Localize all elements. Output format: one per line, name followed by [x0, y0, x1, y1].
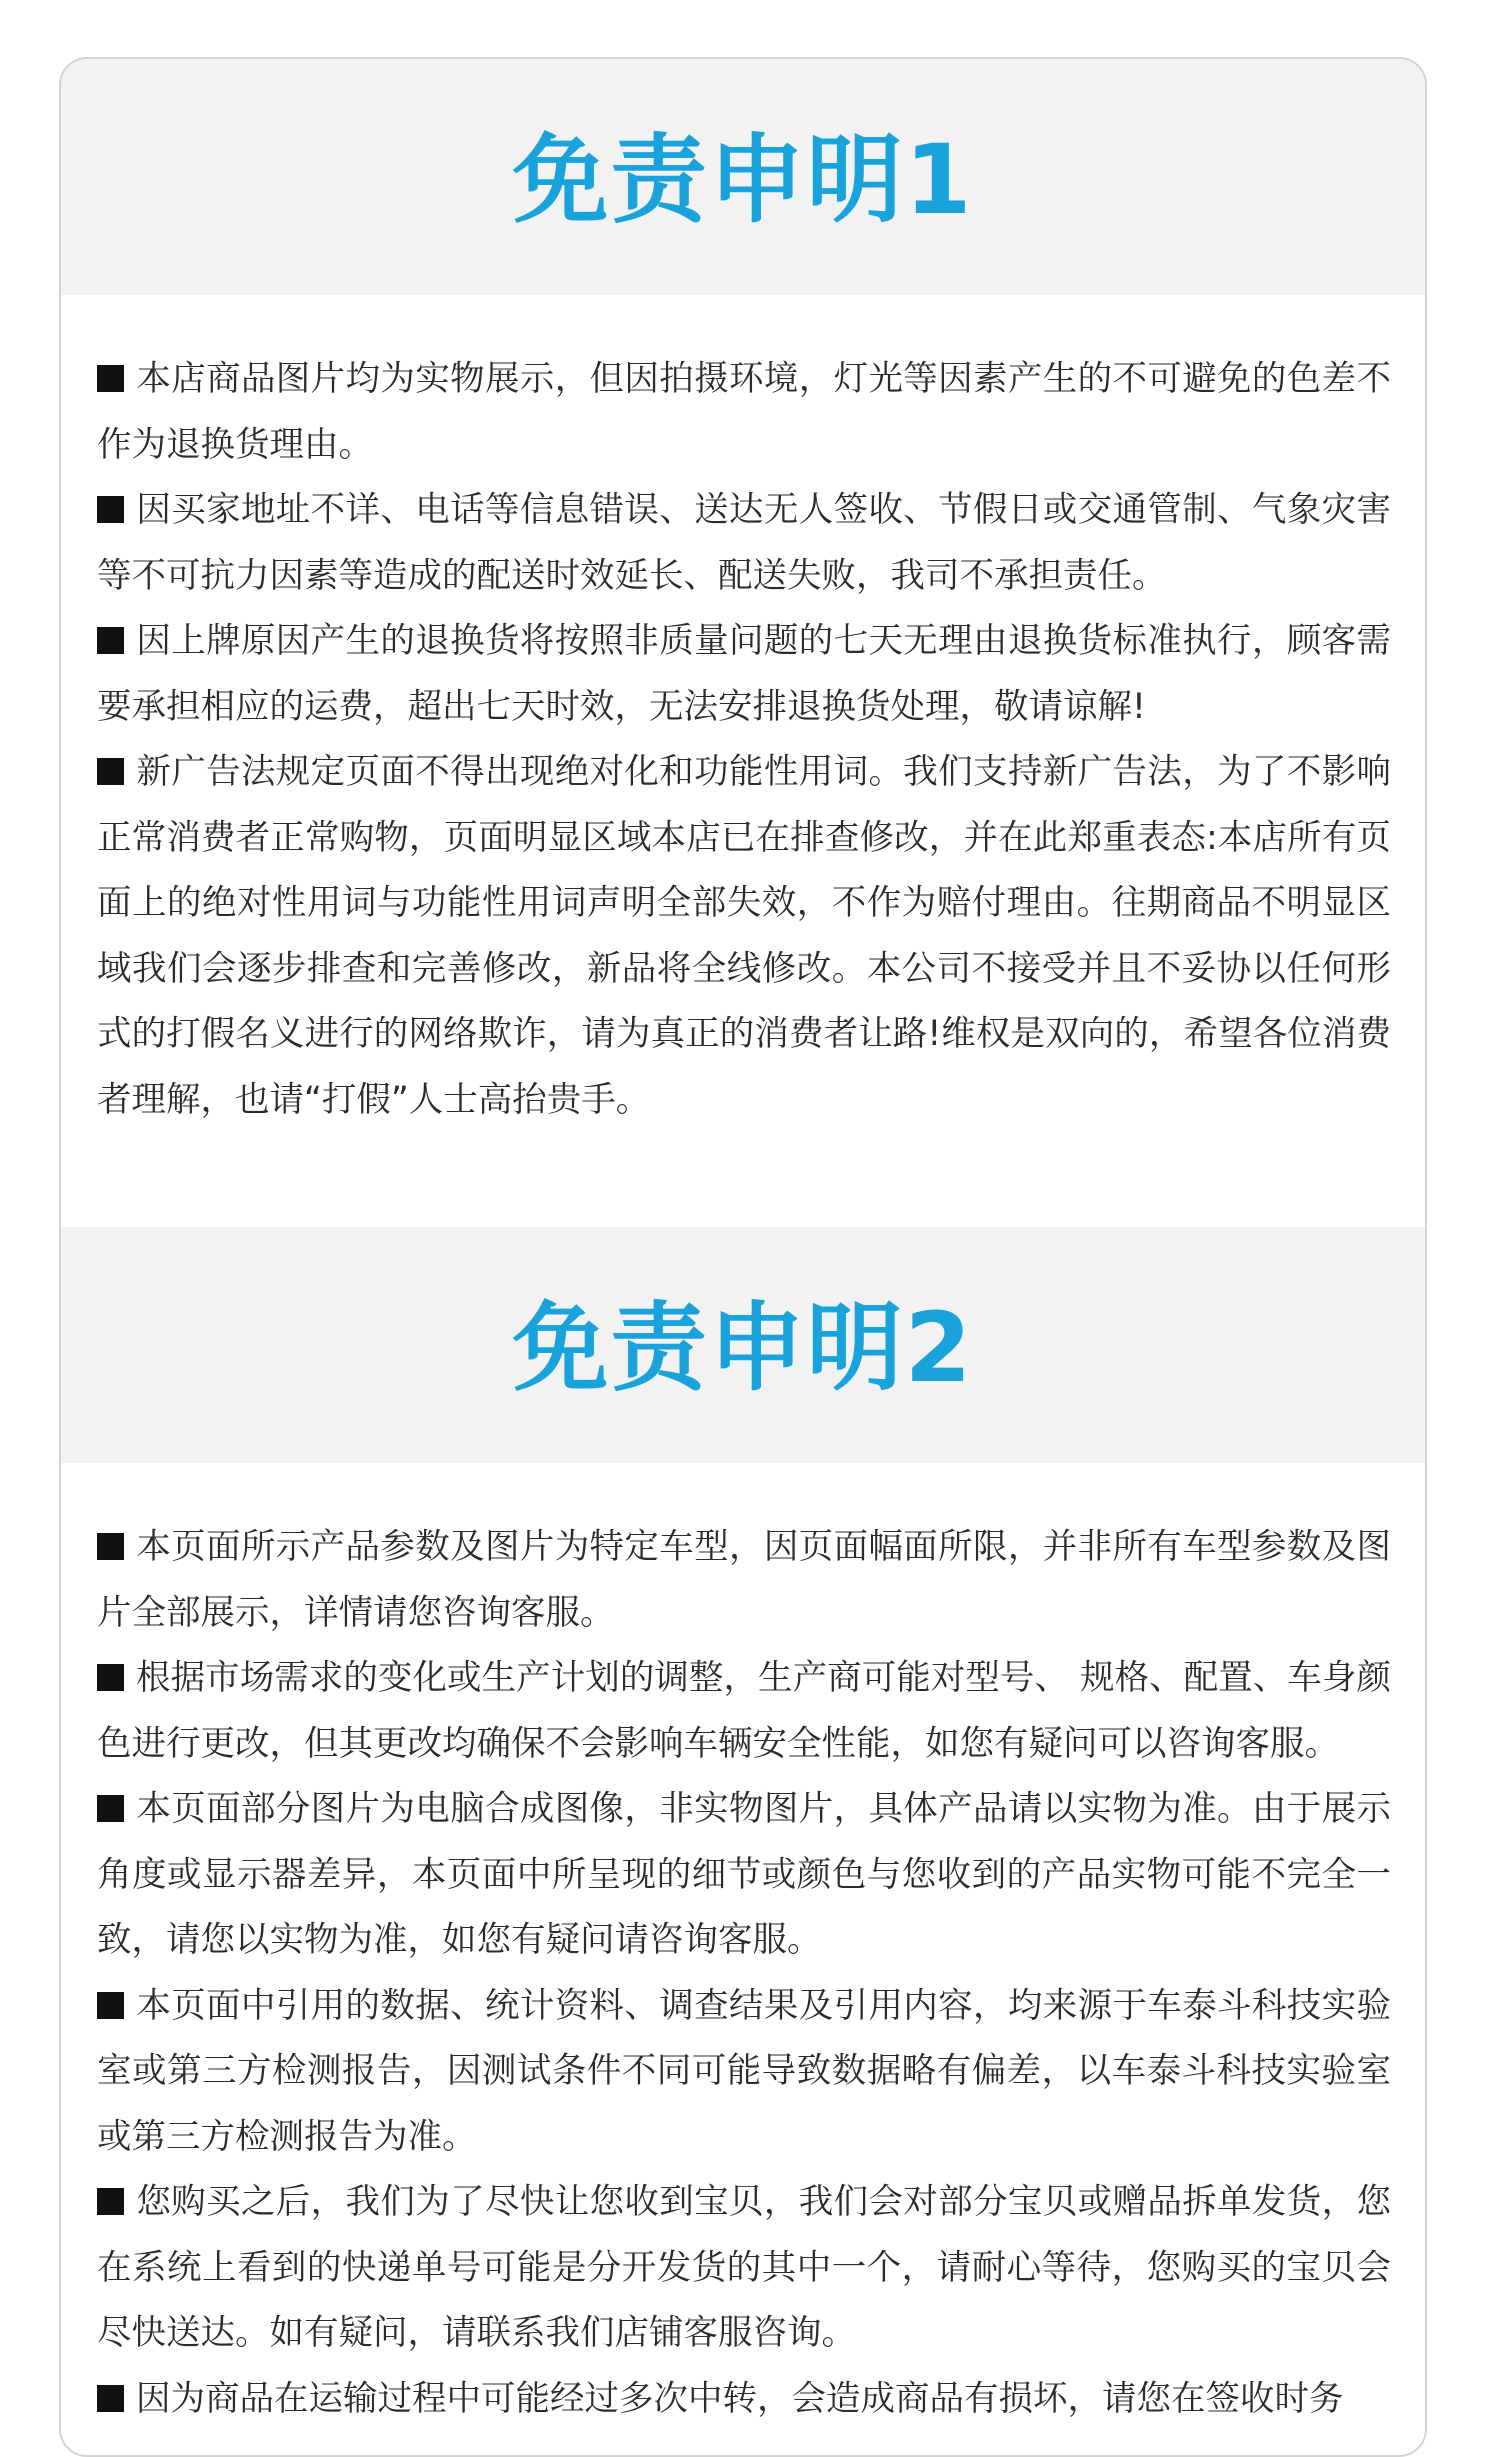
black-square-icon: [97, 365, 124, 392]
paragraph-text: 本页面部分图片为电脑合成图像，非实物图片，具体产品请以实物为准。由于展示角度或显示器差异，本页面中所呈现的细节或颜色与您收到的产品实物可能不完全一致，请您以实物为准，如您有疑问请咨询客服。: [97, 1789, 1391, 1960]
black-square-icon: [97, 1533, 124, 1560]
section-header-2: [61, 1227, 1425, 1463]
black-square-icon: [97, 1664, 124, 1691]
paragraph-text: 根据市场需求的变化或生产计划的调整，生产商可能对型号、 规格、配置、车身颜色进行更改，但其更改均确保不会影响车辆安全性能，如您有疑问可以咨询客服。: [97, 1658, 1391, 1764]
section-body-1: [61, 295, 1425, 1227]
disclaimer-paragraph: [97, 1777, 1391, 1974]
black-square-icon: [97, 496, 124, 523]
paragraph-text: 新广告法规定页面不得出现绝对化和功能性用词。我们支持新广告法，为了不影响正常消费者正常购物，页面明显区域本店已在排查修改，并在此郑重表态:本店所有页面上的绝对性用词与功能性用词声明全部失效，不作为赔付理由。往期商品不明显区域我们会逐步排查和完善修改，新品将全线修改。本公司不接受并且不妥协以任何形式的打假名义进行的网络欺诈，请为真正的消费者让路!维权是双向的，希望各位消费者理解，也请“打假”人士高抬贵手。: [97, 752, 1391, 1120]
black-square-icon: [97, 2385, 124, 2412]
disclaimer-paragraph: [97, 740, 1391, 1133]
disclaimer-paragraph: [97, 1974, 1391, 2171]
section-header-1: [61, 59, 1425, 295]
black-square-icon: [97, 627, 124, 654]
disclaimer-paragraph: [97, 1515, 1391, 1646]
disclaimer-paragraph: [97, 2170, 1391, 2367]
black-square-icon: [97, 758, 124, 785]
disclaimer-paragraph: [97, 478, 1391, 609]
disclaimer-paragraph: [97, 2367, 1391, 2433]
paragraph-text: 因买家地址不详、电话等信息错误、送达无人签收、节假日或交通管制、气象灾害等不可抗力因素等造成的配送时效延长、配送失败，我司不承担责任。: [97, 490, 1391, 596]
black-square-icon: [97, 2188, 124, 2215]
section-title-2: 免责申明2: [512, 1292, 974, 1404]
section-title-1: 免责申明1: [512, 124, 974, 236]
paragraph-text: 您购买之后，我们为了尽快让您收到宝贝，我们会对部分宝贝或赠品拆单发货，您在系统上看到的快递单号可能是分开发货的其中一个，请耐心等待，您购买的宝贝会尽快送达。如有疑问，请联系我们店铺客服咨询。: [97, 2182, 1391, 2353]
disclaimer-paragraph: [97, 1646, 1391, 1777]
paragraph-text: 本店商品图片均为实物展示，但因拍摄环境，灯光等因素产生的不可避免的色差不作为退换货理由。: [97, 359, 1391, 465]
section-body-2: [61, 1463, 1425, 2457]
disclaimer-paragraph: [97, 347, 1391, 478]
paragraph-text: 本页面所示产品参数及图片为特定车型，因页面幅面所限，并非所有车型参数及图片全部展示，详情请您咨询客服。: [97, 1527, 1391, 1633]
paragraph-text: 因上牌原因产生的退换货将按照非质量问题的七天无理由退换货标准执行，顾客需要承担相应的运费，超出七天时效，无法安排退换货处理，敬请谅解!: [97, 621, 1391, 727]
disclaimer-card: [59, 57, 1427, 2457]
paragraph-text: 本页面中引用的数据、统计资料、调查结果及引用内容，均来源于车泰斗科技实验室或第三方检测报告，因测试条件不同可能导致数据略有偏差，以车泰斗科技实验室或第三方检测报告为准。: [97, 1985, 1391, 2157]
black-square-icon: [97, 1992, 124, 2019]
disclaimer-paragraph: [97, 609, 1391, 740]
black-square-icon: [97, 1795, 124, 1822]
paragraph-text: 因为商品在运输过程中可能经过多次中转，会造成商品有损坏，请您在签收时务: [136, 2378, 1344, 2419]
